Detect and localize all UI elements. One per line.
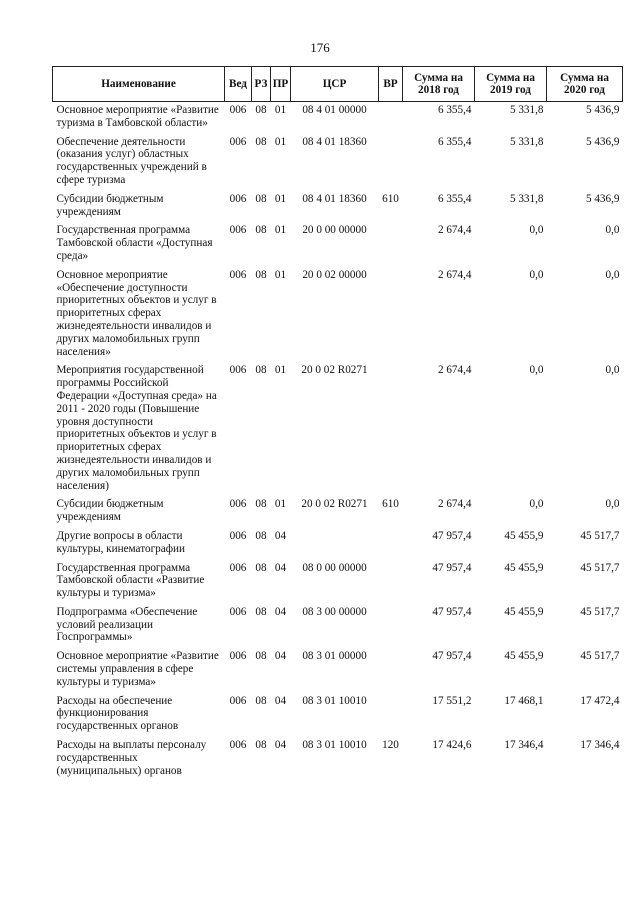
cell-pr: 04: [274, 605, 287, 618]
cell-vr: [379, 267, 403, 363]
cell-sum-2020: 0,0: [605, 224, 620, 237]
cell-vr: [379, 560, 403, 604]
cell-vr: [379, 222, 403, 266]
table-row: [53, 604, 623, 648]
cell-sum-2020: 45 517,7: [580, 561, 620, 574]
cell-rz: 08: [255, 224, 267, 237]
cell-name: Основное мероприятие «Развитие системы управления в сфере культуры и туризма»: [56, 650, 219, 688]
cell-ved: 006: [229, 529, 247, 542]
cell-sum-2018: 2 674,4: [437, 364, 472, 377]
cell-name: Основное мероприятие «Развитие туризма в Тамбовской области»: [56, 104, 219, 129]
cell-name: Государственная программа Тамбовской области «Развитие культуры и туризма»: [56, 561, 205, 600]
table-row: [53, 102, 623, 134]
header-rz: РЗ: [252, 67, 271, 102]
cell-name: Расходы на обеспечение функционирования государственных органов: [56, 694, 179, 733]
cell-name: Обеспечение деятельности (оказания услуг) областных государственных учреждений в сфере туризма: [56, 135, 207, 186]
cell-csr: 20 0 02 R0271: [301, 364, 368, 377]
cell-pr: 01: [274, 224, 287, 237]
cell-rz: 08: [255, 135, 267, 148]
cell-sum-2020: 17 472,4: [580, 694, 620, 707]
cell-sum-2019: 5 331,8: [509, 104, 544, 116]
cell-ved: 006: [229, 192, 247, 205]
cell-sum-2020: 5 436,9: [585, 104, 620, 116]
cell-sum-2018: 6 355,4: [437, 135, 472, 148]
cell-ved: 006: [229, 561, 247, 574]
table-row: [53, 267, 623, 363]
cell-pr: 01: [274, 192, 287, 205]
table-row: [53, 362, 623, 496]
cell-name: Подпрограмма «Обеспечение условий реализации Госпрограммы»: [56, 605, 198, 644]
cell-pr: 01: [274, 268, 287, 281]
cell-sum-2020: 5 436,9: [585, 135, 620, 148]
cell-sum-2020: 17 346,4: [580, 739, 620, 752]
cell-pr: 04: [274, 739, 287, 752]
cell-pr: 01: [274, 364, 287, 377]
cell-ved: 006: [229, 498, 247, 511]
cell-ved: 006: [229, 224, 247, 237]
cell-sum-2019: 45 455,9: [504, 529, 544, 542]
cell-ved: 006: [229, 739, 247, 752]
cell-sum-2020: 5 436,9: [585, 192, 620, 205]
cell-vr: 120: [382, 739, 399, 752]
cell-sum-2020: 0,0: [605, 268, 620, 281]
cell-csr: [291, 528, 379, 560]
table-row: [53, 737, 623, 781]
cell-sum-2019: 0,0: [529, 364, 544, 377]
cell-ved: 006: [229, 650, 247, 663]
cell-vr: [379, 134, 403, 191]
cell-sum-2018: 47 957,4: [432, 650, 472, 663]
cell-csr: 08 4 01 18360: [302, 192, 367, 205]
table-row: [53, 693, 623, 737]
cell-sum-2019: 5 331,8: [509, 135, 544, 148]
cell-name: Другие вопросы в области культуры, кинематографии: [56, 529, 185, 555]
cell-csr: 08 3 01 10010: [302, 694, 367, 707]
table-row: [53, 191, 623, 223]
cell-name: Субсидии бюджетным учреждениям: [56, 498, 164, 524]
cell-vr: [379, 362, 403, 496]
cell-pr: 01: [274, 498, 287, 511]
header-ved: Вед: [225, 67, 252, 102]
cell-sum-2019: 0,0: [529, 268, 544, 281]
table-row: [53, 222, 623, 266]
budget-table: [52, 66, 623, 781]
cell-rz: 08: [255, 104, 267, 116]
header-sum-2020: Сумма на 2020 год: [547, 67, 623, 102]
cell-pr: 01: [274, 135, 287, 148]
cell-csr: 08 3 01 00000: [302, 650, 367, 663]
cell-name: Расходы на выплаты персоналу государственных (муниципальных) органов: [56, 739, 207, 777]
cell-pr: 04: [274, 694, 287, 707]
cell-vr: 610: [382, 498, 399, 511]
cell-sum-2018: 6 355,4: [437, 192, 472, 205]
cell-rz: 08: [255, 268, 267, 281]
cell-rz: 08: [255, 650, 267, 663]
cell-ved: 006: [229, 364, 247, 377]
cell-sum-2018: 47 957,4: [432, 529, 472, 542]
cell-vr: [379, 102, 403, 134]
header-sum-2018: Сумма на 2018 год: [403, 67, 475, 102]
cell-rz: 08: [255, 364, 267, 377]
cell-csr: 08 4 01 18360: [302, 135, 367, 148]
cell-csr: 08 3 00 00000: [302, 605, 367, 618]
cell-ved: 006: [229, 104, 247, 116]
cell-sum-2019: 17 468,1: [504, 694, 544, 707]
cell-csr: 08 0 00 00000: [302, 561, 367, 574]
cell-sum-2018: 47 957,4: [432, 561, 472, 574]
cell-name: Государственная программа Тамбовской области «Доступная среда»: [56, 224, 213, 262]
cell-ved: 006: [229, 268, 247, 281]
cell-sum-2018: 2 674,4: [437, 268, 472, 281]
cell-rz: 08: [255, 498, 267, 511]
cell-sum-2018: 17 551,2: [432, 694, 472, 707]
cell-name: Субсидии бюджетным учреждениям: [56, 192, 164, 218]
table-row: [53, 134, 623, 191]
cell-vr: [379, 528, 403, 560]
cell-sum-2019: 45 455,9: [504, 561, 544, 574]
cell-sum-2018: 17 424,6: [432, 739, 472, 752]
cell-ved: 006: [229, 605, 247, 618]
cell-sum-2018: 2 674,4: [437, 498, 472, 511]
table-header: [53, 67, 623, 102]
cell-ved: 006: [229, 135, 247, 148]
cell-pr: 04: [274, 650, 287, 663]
cell-vr: [379, 604, 403, 648]
cell-sum-2018: 47 957,4: [432, 605, 472, 618]
page-number: 176: [310, 40, 330, 55]
cell-rz: 08: [255, 739, 267, 752]
cell-rz: 08: [255, 694, 267, 707]
cell-sum-2019: 0,0: [529, 498, 544, 511]
table-row: [53, 496, 623, 528]
cell-sum-2020: 0,0: [605, 364, 620, 377]
cell-name: Основное мероприятие «Обеспечение доступности приоритетных объектов и услуг в приоритетных сферах жизнедеятельности инвалидов и других маломобильных групп населения»: [56, 268, 217, 358]
cell-sum-2019: 5 331,8: [509, 192, 544, 205]
header-csr: ЦСР: [291, 67, 379, 102]
cell-sum-2020: 45 517,7: [580, 605, 620, 618]
header-vr: ВР: [379, 67, 403, 102]
header-name: Наименование: [53, 67, 225, 102]
cell-csr: 20 0 02 00000: [302, 268, 367, 281]
cell-sum-2018: 6 355,4: [437, 104, 472, 116]
cell-rz: 08: [255, 529, 267, 542]
cell-vr: 610: [382, 192, 399, 205]
cell-rz: 08: [255, 561, 267, 574]
table-row: [53, 528, 623, 560]
header-sum-2019: Сумма на 2019 год: [475, 67, 547, 102]
cell-csr: 08 4 01 00000: [302, 104, 367, 116]
header-pr: ПР: [271, 67, 291, 102]
cell-sum-2020: 45 517,7: [580, 650, 620, 663]
table-row: [53, 648, 623, 692]
cell-sum-2019: 45 455,9: [504, 650, 544, 663]
cell-rz: 08: [255, 192, 267, 205]
cell-ved: 006: [229, 694, 247, 707]
cell-sum-2020: 0,0: [605, 498, 620, 511]
cell-csr: 20 0 00 00000: [302, 224, 367, 237]
cell-sum-2019: 17 346,4: [504, 739, 544, 752]
table-row: [53, 560, 623, 604]
cell-sum-2020: 45 517,7: [580, 529, 620, 542]
table-body: [53, 102, 623, 782]
cell-sum-2019: 0,0: [529, 224, 544, 237]
cell-sum-2018: 2 674,4: [437, 224, 472, 237]
cell-vr: [379, 693, 403, 737]
cell-vr: [379, 648, 403, 692]
cell-rz: 08: [255, 605, 267, 618]
cell-sum-2019: 45 455,9: [504, 605, 544, 618]
cell-pr: 01: [274, 104, 287, 116]
cell-name: Мероприятия государственной программы Российской Федерации «Доступная среда» на 2011 - 2020 годы (Повышение уровня доступности приоритетных объектов и услуг в приоритетных сферах жизнедеятельности инвалидов и других маломобильных групп населения): [56, 364, 217, 492]
cell-csr: 08 3 01 10010: [302, 739, 367, 752]
cell-csr: 20 0 02 R0271: [301, 498, 368, 511]
cell-pr: 04: [274, 529, 287, 542]
cell-pr: 04: [274, 561, 287, 574]
